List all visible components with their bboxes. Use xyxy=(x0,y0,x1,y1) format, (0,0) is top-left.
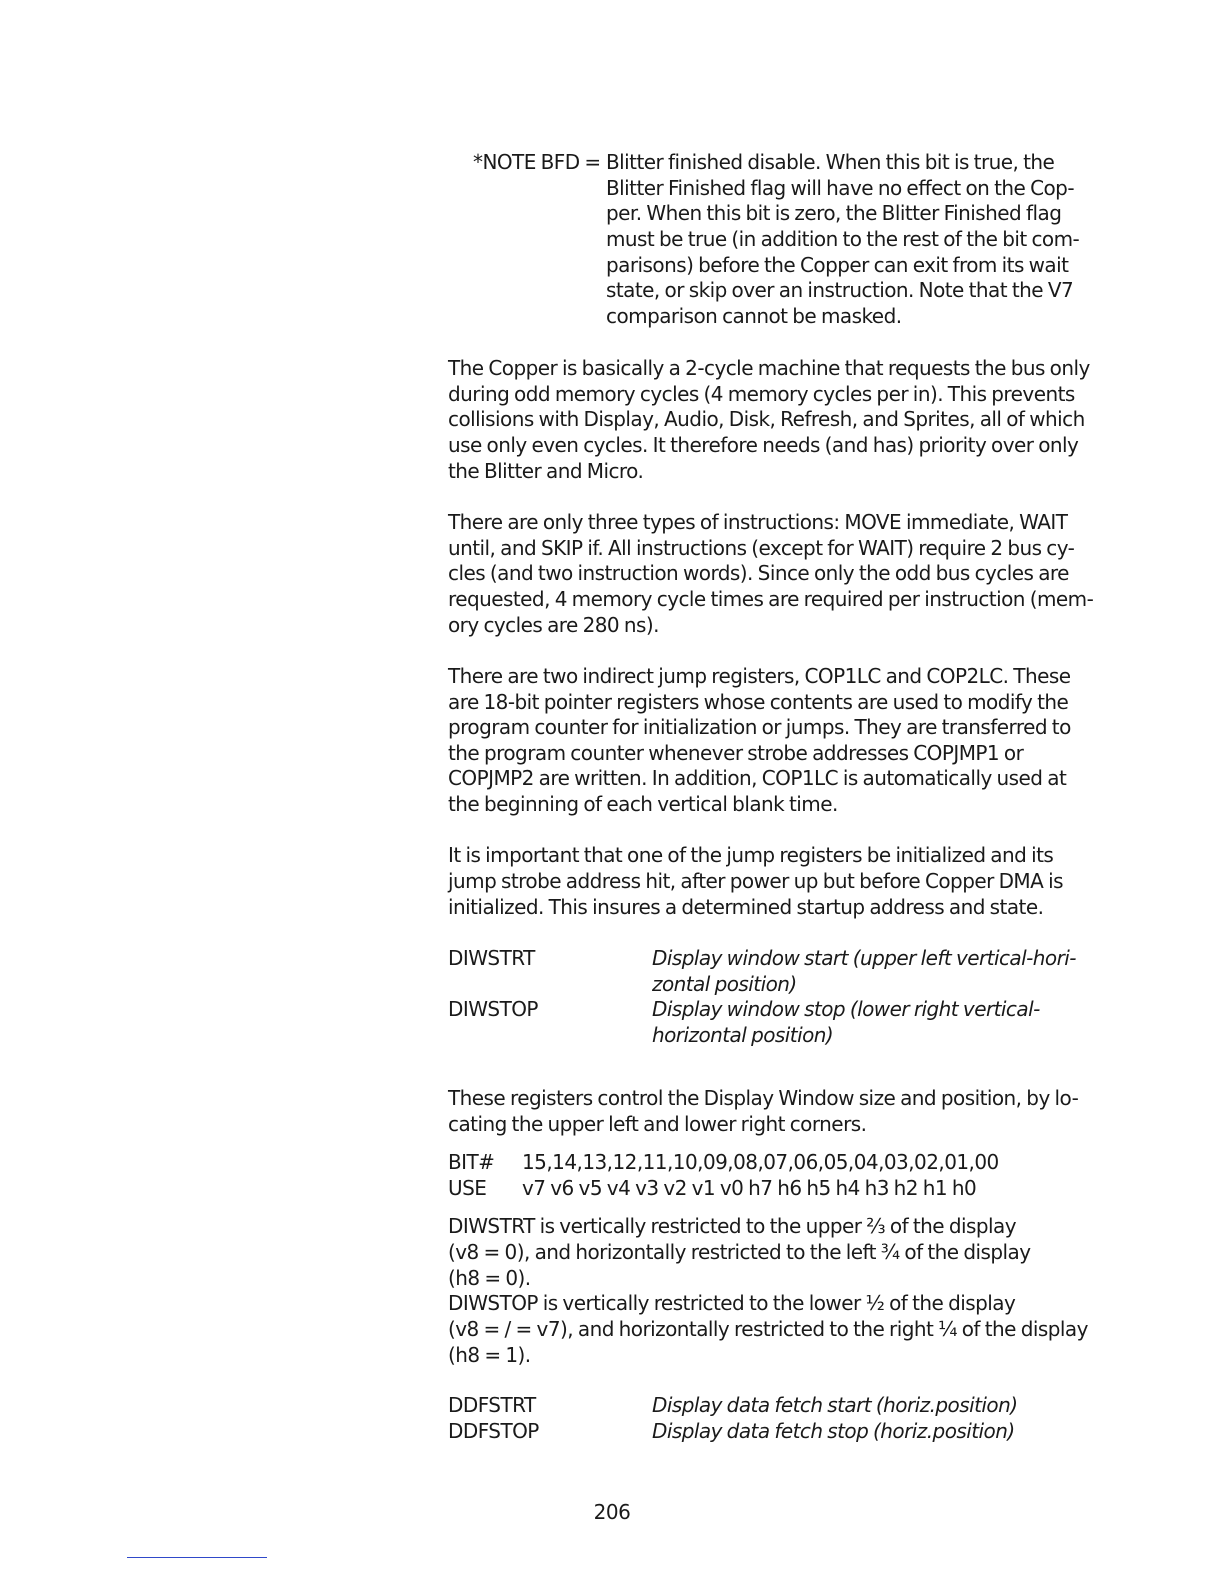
paragraph-line: There are two indirect jump registers, COP1LC and COP2LC. These xyxy=(448,664,1071,688)
paragraph-line: initialized. This insures a determined startup address and state. xyxy=(448,895,1044,919)
paragraph-line: DIWSTRT is vertically restricted to the upper ⅔ of the display xyxy=(448,1214,1017,1238)
register-name: DIWSTRT xyxy=(448,946,535,970)
paragraph-line: the program counter whenever strobe addresses COPJMP1 or xyxy=(448,741,1024,765)
paragraph-line: ory cycles are 280 ns). xyxy=(448,613,659,637)
paragraph-line: during odd memory cycles (4 memory cycles per in). This prevents xyxy=(448,382,1075,406)
paragraph-line: The Copper is basically a 2-cycle machine that requests the bus only xyxy=(448,356,1090,380)
paragraph-line: (v8 = 0), and horizontally restricted to the left ¾ of the display xyxy=(448,1240,1031,1264)
bit-values: 15,14,13,12,11,10,09,08,07,06,05,04,03,02,01,00 xyxy=(522,1150,999,1174)
paragraph-line: jump strobe address hit, after power up but before Copper DMA is xyxy=(448,869,1063,893)
paragraph-line: cating the upper left and lower right corners. xyxy=(448,1112,867,1136)
paragraph-line: COPJMP2 are written. In addition, COP1LC is automatically used at xyxy=(448,766,1067,790)
paragraph-line: until, and SKIP if. All instructions (except for WAIT) require 2 bus cy- xyxy=(448,536,1075,560)
note-line: per. When this bit is zero, the Blitter Finished flag xyxy=(606,201,1062,225)
paragraph-line: (h8 = 1). xyxy=(448,1343,531,1367)
paragraph-line: program counter for initialization or jumps. They are transferred to xyxy=(448,715,1071,739)
paragraph-line: It is important that one of the jump registers be initialized and its xyxy=(448,843,1054,867)
footer-rule xyxy=(127,1557,267,1558)
note-line: state, or skip over an instruction. Note that the V7 xyxy=(606,278,1074,302)
paragraph-line: (h8 = 0). xyxy=(448,1266,531,1290)
note-line: Blitter Finished flag will have no effect on the Cop- xyxy=(606,176,1074,200)
paragraph-line: These registers control the Display Window size and position, by lo- xyxy=(448,1086,1079,1110)
register-description: Display data fetch stop (horiz.position) xyxy=(652,1419,1015,1443)
paragraph-line: cles (and two instruction words). Since only the odd bus cycles are xyxy=(448,561,1069,585)
paragraph-line: requested, 4 memory cycle times are required per instruction (mem- xyxy=(448,587,1094,611)
paragraph-line: There are only three types of instructions: MOVE immediate, WAIT xyxy=(448,510,1068,534)
page-number: 206 xyxy=(593,1500,631,1524)
use-label: USE xyxy=(448,1176,487,1200)
register-name: DIWSTOP xyxy=(448,997,538,1021)
note-line: Blitter finished disable. When this bit is true, the xyxy=(606,150,1055,174)
note-line: must be true (in addition to the rest of the bit com- xyxy=(606,227,1080,251)
paragraph-line: are 18-bit pointer registers whose contents are used to modify the xyxy=(448,690,1069,714)
use-values: v7 v6 v5 v4 v3 v2 v1 v0 h7 h6 h5 h4 h3 h2 h1 h0 xyxy=(522,1176,977,1200)
register-description: Display data fetch start (horiz.position) xyxy=(652,1393,1018,1417)
paragraph-line: the beginning of each vertical blank time. xyxy=(448,792,838,816)
note-line: parisons) before the Copper can exit from its wait xyxy=(606,253,1069,277)
register-name: DDFSTRT xyxy=(448,1393,536,1417)
register-name: DDFSTOP xyxy=(448,1419,539,1443)
paragraph-line: (v8 = / = v7), and horizontally restricted to the right ¼ of the display xyxy=(448,1317,1088,1341)
register-description: Display window stop (lower right vertical- xyxy=(652,997,1040,1021)
register-description: zontal position) xyxy=(652,972,797,996)
register-description: horizontal position) xyxy=(652,1023,834,1047)
register-description: Display window start (upper left vertical-hori- xyxy=(652,946,1076,970)
paragraph-line: collisions with Display, Audio, Disk, Refresh, and Sprites, all of which xyxy=(448,407,1085,431)
paragraph-line: use only even cycles. It therefore needs (and has) priority over only xyxy=(448,433,1079,457)
paragraph-line: the Blitter and Micro. xyxy=(448,459,644,483)
note-line: comparison cannot be masked. xyxy=(606,304,902,328)
bit-label: BIT# xyxy=(448,1150,495,1174)
note-label: *NOTE BFD = xyxy=(473,150,601,174)
paragraph-line: DIWSTOP is vertically restricted to the lower ½ of the display xyxy=(448,1291,1016,1315)
